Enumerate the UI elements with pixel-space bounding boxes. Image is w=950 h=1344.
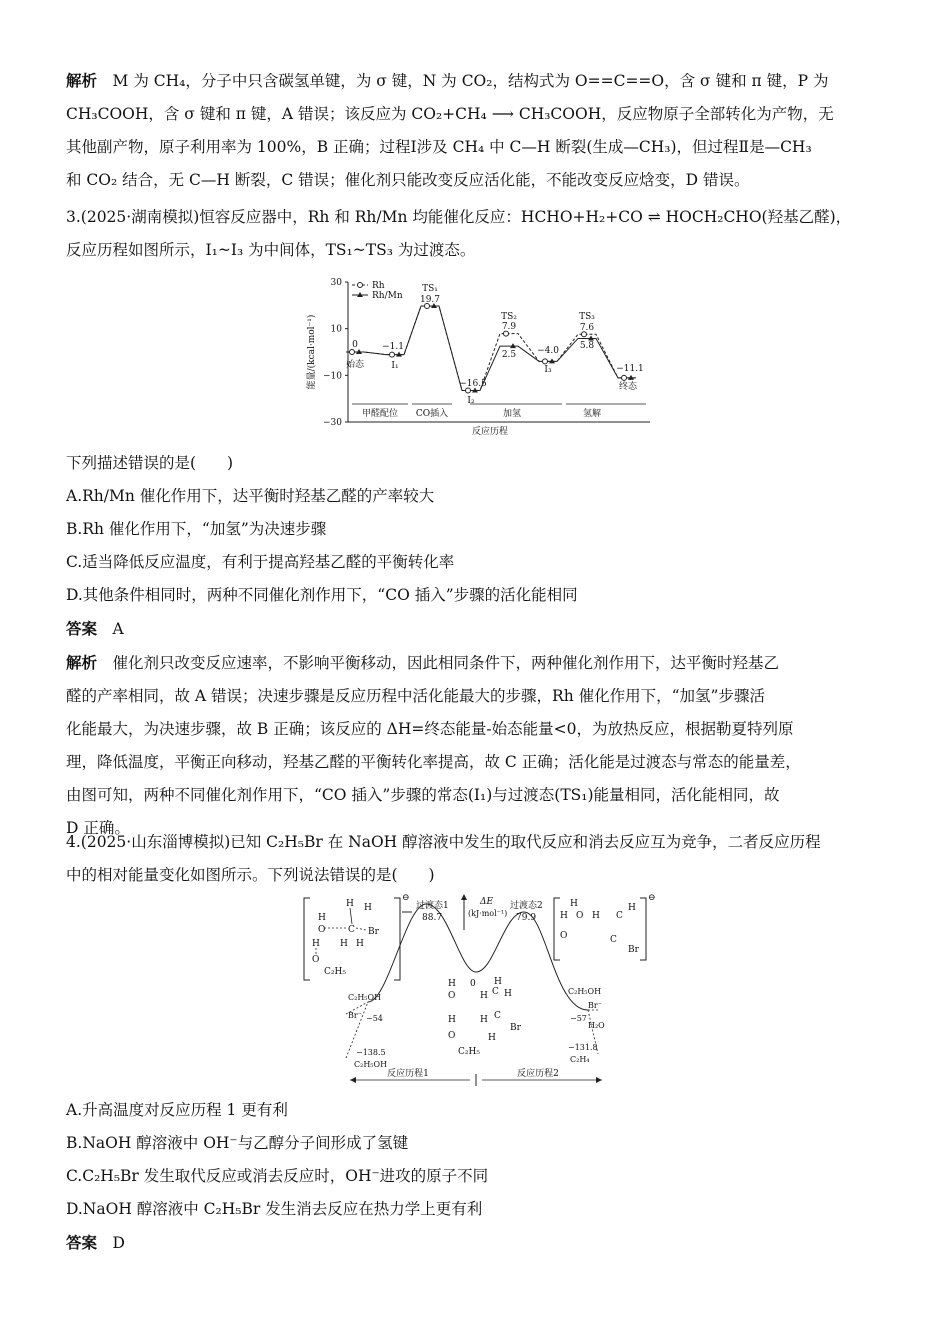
point-rh — [350, 350, 355, 355]
option-b: B.NaOH 醇溶液中 OH⁻与乙醇分子间形成了氢键 — [66, 1134, 409, 1152]
svg-text:H: H — [504, 989, 512, 999]
svg-text:C: C — [610, 935, 617, 945]
analysis-line: 醛的产率相同，故 A 错误；决速步骤是反应历程中活化能最大的步骤，Rh 催化作用下，“加氢”步骤活 — [66, 687, 765, 705]
x-axis-label: 反应历程 — [471, 427, 509, 437]
y-tick-label: 10 — [330, 324, 342, 335]
svg-text:C: C — [492, 987, 499, 997]
option-b: B.Rh 催化作用下，“加氢”为决速步骤 — [66, 520, 327, 538]
svg-text:⊖: ⊖ — [648, 893, 656, 903]
svg-text:O: O — [312, 955, 320, 965]
svg-text:H: H — [480, 1015, 488, 1025]
state-label: 终态 — [618, 382, 638, 392]
state-label: TS₁ — [422, 284, 438, 294]
svg-text:C: C — [348, 925, 355, 935]
ts1-label: 过渡态1 — [416, 901, 449, 911]
option-d: D.NaOH 醇溶液中 C₂H₅Br 发生消去反应在热力学上更有利 — [66, 1200, 483, 1218]
right-low-value: −131.8 — [568, 1043, 598, 1052]
state-label: 始态 — [345, 360, 365, 370]
analysis-label: 解析 — [66, 71, 98, 90]
stem-line: 中的相对能量变化如图所示。下列说法错误的是( ) — [66, 866, 435, 884]
point-rhmn — [396, 352, 402, 357]
axis-unit: (kJ·mol⁻¹) — [468, 909, 508, 918]
svg-text:H: H — [488, 1033, 496, 1043]
reaction-energy-diagram — [298, 890, 658, 1090]
question-text: 下列描述错误的是( ) — [66, 454, 234, 472]
right-low-label: C₂H₄ — [570, 1055, 590, 1064]
right-mid-h2o: H₂O — [588, 1021, 605, 1030]
value-label: −11.1 — [616, 364, 644, 374]
option-c: C.C₂H₅Br 发生取代反应或消去反应时，OH⁻进攻的原子不同 — [66, 1167, 489, 1185]
legend-label-rh: Rh — [372, 281, 385, 291]
state-label: I₁ — [391, 361, 399, 371]
option-d: D.其他条件相同时，两种不同催化剂作用下，“CO 插入”步骤的活化能相同 — [66, 586, 578, 604]
option-a: A.升高温度对反应历程 1 更有利 — [66, 1101, 288, 1119]
stem-line: 4.(2025·山东淄博模拟)已知 C₂H₅Br 在 NaOH 醇溶液中发生的取代反应和消去反应互为竞争，二者反应历程 — [66, 833, 821, 851]
svg-text:⊖: ⊖ — [402, 893, 410, 903]
q3-question — [66, 447, 886, 845]
y-axis-label: 能量/(kcal·mol⁻¹) — [307, 314, 317, 390]
step-label: 甲醛配位 — [361, 409, 399, 419]
value-label: 5.8 — [579, 341, 595, 351]
path2-label: 反应历程2 — [517, 1069, 559, 1079]
legend — [352, 281, 403, 301]
q2-analysis — [66, 64, 886, 197]
state-label: TS₂ — [501, 312, 517, 322]
svg-text:O: O — [448, 1031, 456, 1041]
y-ticks — [323, 278, 348, 428]
option-a: A.Rh/Mn 催化作用下，达平衡时羟基乙醛的产率较大 — [66, 487, 435, 505]
left-mid-label: C₂H₅OH — [348, 993, 382, 1002]
left-mid-value: −54 — [366, 1014, 383, 1023]
svg-text:C: C — [616, 911, 623, 921]
value-label: 2.5 — [501, 350, 517, 360]
point-rh — [543, 359, 548, 364]
y-tick-label: −10 — [323, 371, 342, 382]
svg-text:H: H — [592, 911, 600, 921]
q3-stem — [66, 201, 886, 267]
stem-line: 反应历程如图所示，I₁~I₃ 为中间体，TS₁~TS₃ 为过渡态。 — [66, 241, 476, 259]
svg-text:H: H — [312, 939, 320, 949]
q4-options — [66, 1094, 886, 1260]
left-low-value: −138.5 — [356, 1048, 386, 1057]
value-label: −4.0 — [537, 346, 559, 356]
analysis-line: D 正确。 — [66, 819, 130, 837]
legend-marker-rh — [358, 283, 363, 288]
svg-text:Br: Br — [510, 1023, 521, 1033]
svg-text:H: H — [560, 911, 568, 921]
svg-text:C₂H₅: C₂H₅ — [324, 967, 346, 977]
value-label: 7.9 — [501, 322, 517, 332]
svg-text:H: H — [494, 977, 502, 987]
analysis-line: CH₃COOH，含 σ 键和 π 键，A 错误；该反应为 CO₂+CH₄ ⟶ CH₃COOH，反应物原子全部转化为产物，无 — [66, 105, 834, 123]
answer-value: A — [112, 620, 124, 638]
state-label: I₃ — [544, 365, 552, 375]
step-bar — [352, 404, 646, 419]
analysis-line: 其他副产物，原子利用率为 100%，B 正确；过程Ⅰ涉及 CH₄ 中 C—H 断裂(生成—CH₃)，但过程Ⅱ是—CH₃ — [66, 138, 812, 156]
ts1-value: 88.7 — [422, 913, 443, 923]
answer-value: D — [112, 1234, 125, 1252]
answer-label: 答案 — [66, 619, 98, 638]
svg-text:Br: Br — [628, 945, 639, 955]
state-label: TS₃ — [579, 312, 595, 322]
step-label: 氢解 — [582, 409, 602, 419]
q4-stem — [66, 826, 886, 892]
analysis-label: 解析 — [66, 653, 98, 672]
option-c: C.适当降低反应温度，有利于提高羟基乙醛的平衡转化率 — [66, 553, 455, 571]
point-rh — [390, 352, 395, 357]
svg-text:O: O — [576, 911, 584, 921]
svg-text:H: H — [448, 979, 456, 989]
answer-label: 答案 — [66, 1233, 98, 1252]
step-label: 加氢 — [502, 409, 522, 419]
analysis-line: 理，降低温度，平衡正向移动，羟基乙醛的平衡转化率提高，故 C 正确；活化能是过渡态与常态的能量差， — [66, 753, 801, 771]
y-tick-label: −30 — [323, 418, 342, 428]
svg-text:C: C — [494, 1011, 501, 1021]
arrow-right-icon — [596, 1077, 602, 1083]
svg-text:Br: Br — [368, 927, 379, 937]
svg-text:H: H — [318, 913, 326, 923]
step-label: CO插入 — [415, 409, 449, 419]
svg-text:H: H — [570, 899, 578, 909]
svg-text:H: H — [628, 903, 636, 913]
stem-line: 3.(2025·湖南模拟)恒容反应器中，Rh 和 Rh/Mn 均能催化反应：HCHO+H₂+CO ⇌ HOCH₂CHO(羟基乙醛)， — [66, 208, 852, 226]
arrow-up-icon — [461, 894, 467, 900]
svg-text:H: H — [480, 991, 488, 1001]
energy-profile-chart — [300, 272, 660, 440]
svg-text:C₂H₅: C₂H₅ — [458, 1047, 480, 1057]
svg-text:H: H — [346, 899, 354, 909]
value-label: 0 — [352, 340, 358, 350]
left-mid-br: Br⁻ — [348, 1011, 362, 1020]
axis-label: ΔE — [480, 897, 494, 907]
ts2-value: 79.9 — [516, 913, 537, 923]
analysis-line: 由图可知，两种不同催化剂作用下，“CO 插入”步骤的常态(I₁)与过渡态(TS₁)能量相同，活化能相同，故 — [66, 786, 780, 804]
right-mid-label: C₂H₅OH — [568, 987, 602, 996]
legend-label-rhmn: Rh/Mn — [372, 291, 403, 301]
right-mid-br: Br⁻ — [588, 1001, 602, 1010]
y-tick-label: 30 — [330, 278, 342, 288]
svg-text:H: H — [448, 1015, 456, 1025]
right-transition-structure — [554, 893, 656, 960]
analysis-line: 化能最大，为决速步骤，故 B 正确；该反应的 ΔH=终态能量-始态能量<0，为放热反应，根据勒夏特列原 — [66, 720, 794, 738]
svg-text:O: O — [318, 925, 326, 935]
zero-label: 0 — [470, 979, 476, 989]
svg-text:H: H — [340, 939, 348, 949]
value-label: −16.5 — [459, 379, 487, 389]
analysis-line: M 为 CH₄，分子中只含碳氢单键，为 σ 键，N 为 CO₂，结构式为 O==C==O，含 σ 键和 π 键，P 为 — [112, 72, 829, 90]
state-label: I₂ — [467, 396, 475, 406]
point-rhmn — [628, 375, 634, 380]
svg-text:H: H — [356, 939, 364, 949]
ts2-label: 过渡态2 — [510, 901, 543, 911]
svg-text:O: O — [560, 931, 568, 941]
value-label: −1.1 — [382, 342, 404, 352]
left-low-label: C₂H₅OH — [354, 1060, 388, 1069]
path1-label: 反应历程1 — [387, 1069, 429, 1079]
analysis-line: 和 CO₂ 结合，无 C—H 断裂，C 错误；催化剂只能改变反应活化能，不能改变反应焓变，D 错误。 — [66, 171, 750, 189]
value-label: 19.7 — [419, 295, 441, 305]
svg-text:O: O — [448, 991, 456, 1001]
intermediate-structure — [448, 977, 522, 1057]
analysis-line: 催化剂只改变反应速率，不影响平衡移动，因此相同条件下，两种催化剂作用下，达平衡时羟基乙 — [112, 654, 780, 672]
point-rh — [622, 375, 627, 380]
right-mid-value: −57 — [570, 1014, 587, 1023]
arrow-left-icon — [350, 1077, 356, 1083]
value-label: 7.6 — [579, 323, 595, 333]
point-rhmn — [510, 343, 516, 348]
energy-curve — [368, 904, 588, 1010]
left-transition-structure — [304, 893, 410, 980]
svg-text:H: H — [364, 903, 372, 913]
